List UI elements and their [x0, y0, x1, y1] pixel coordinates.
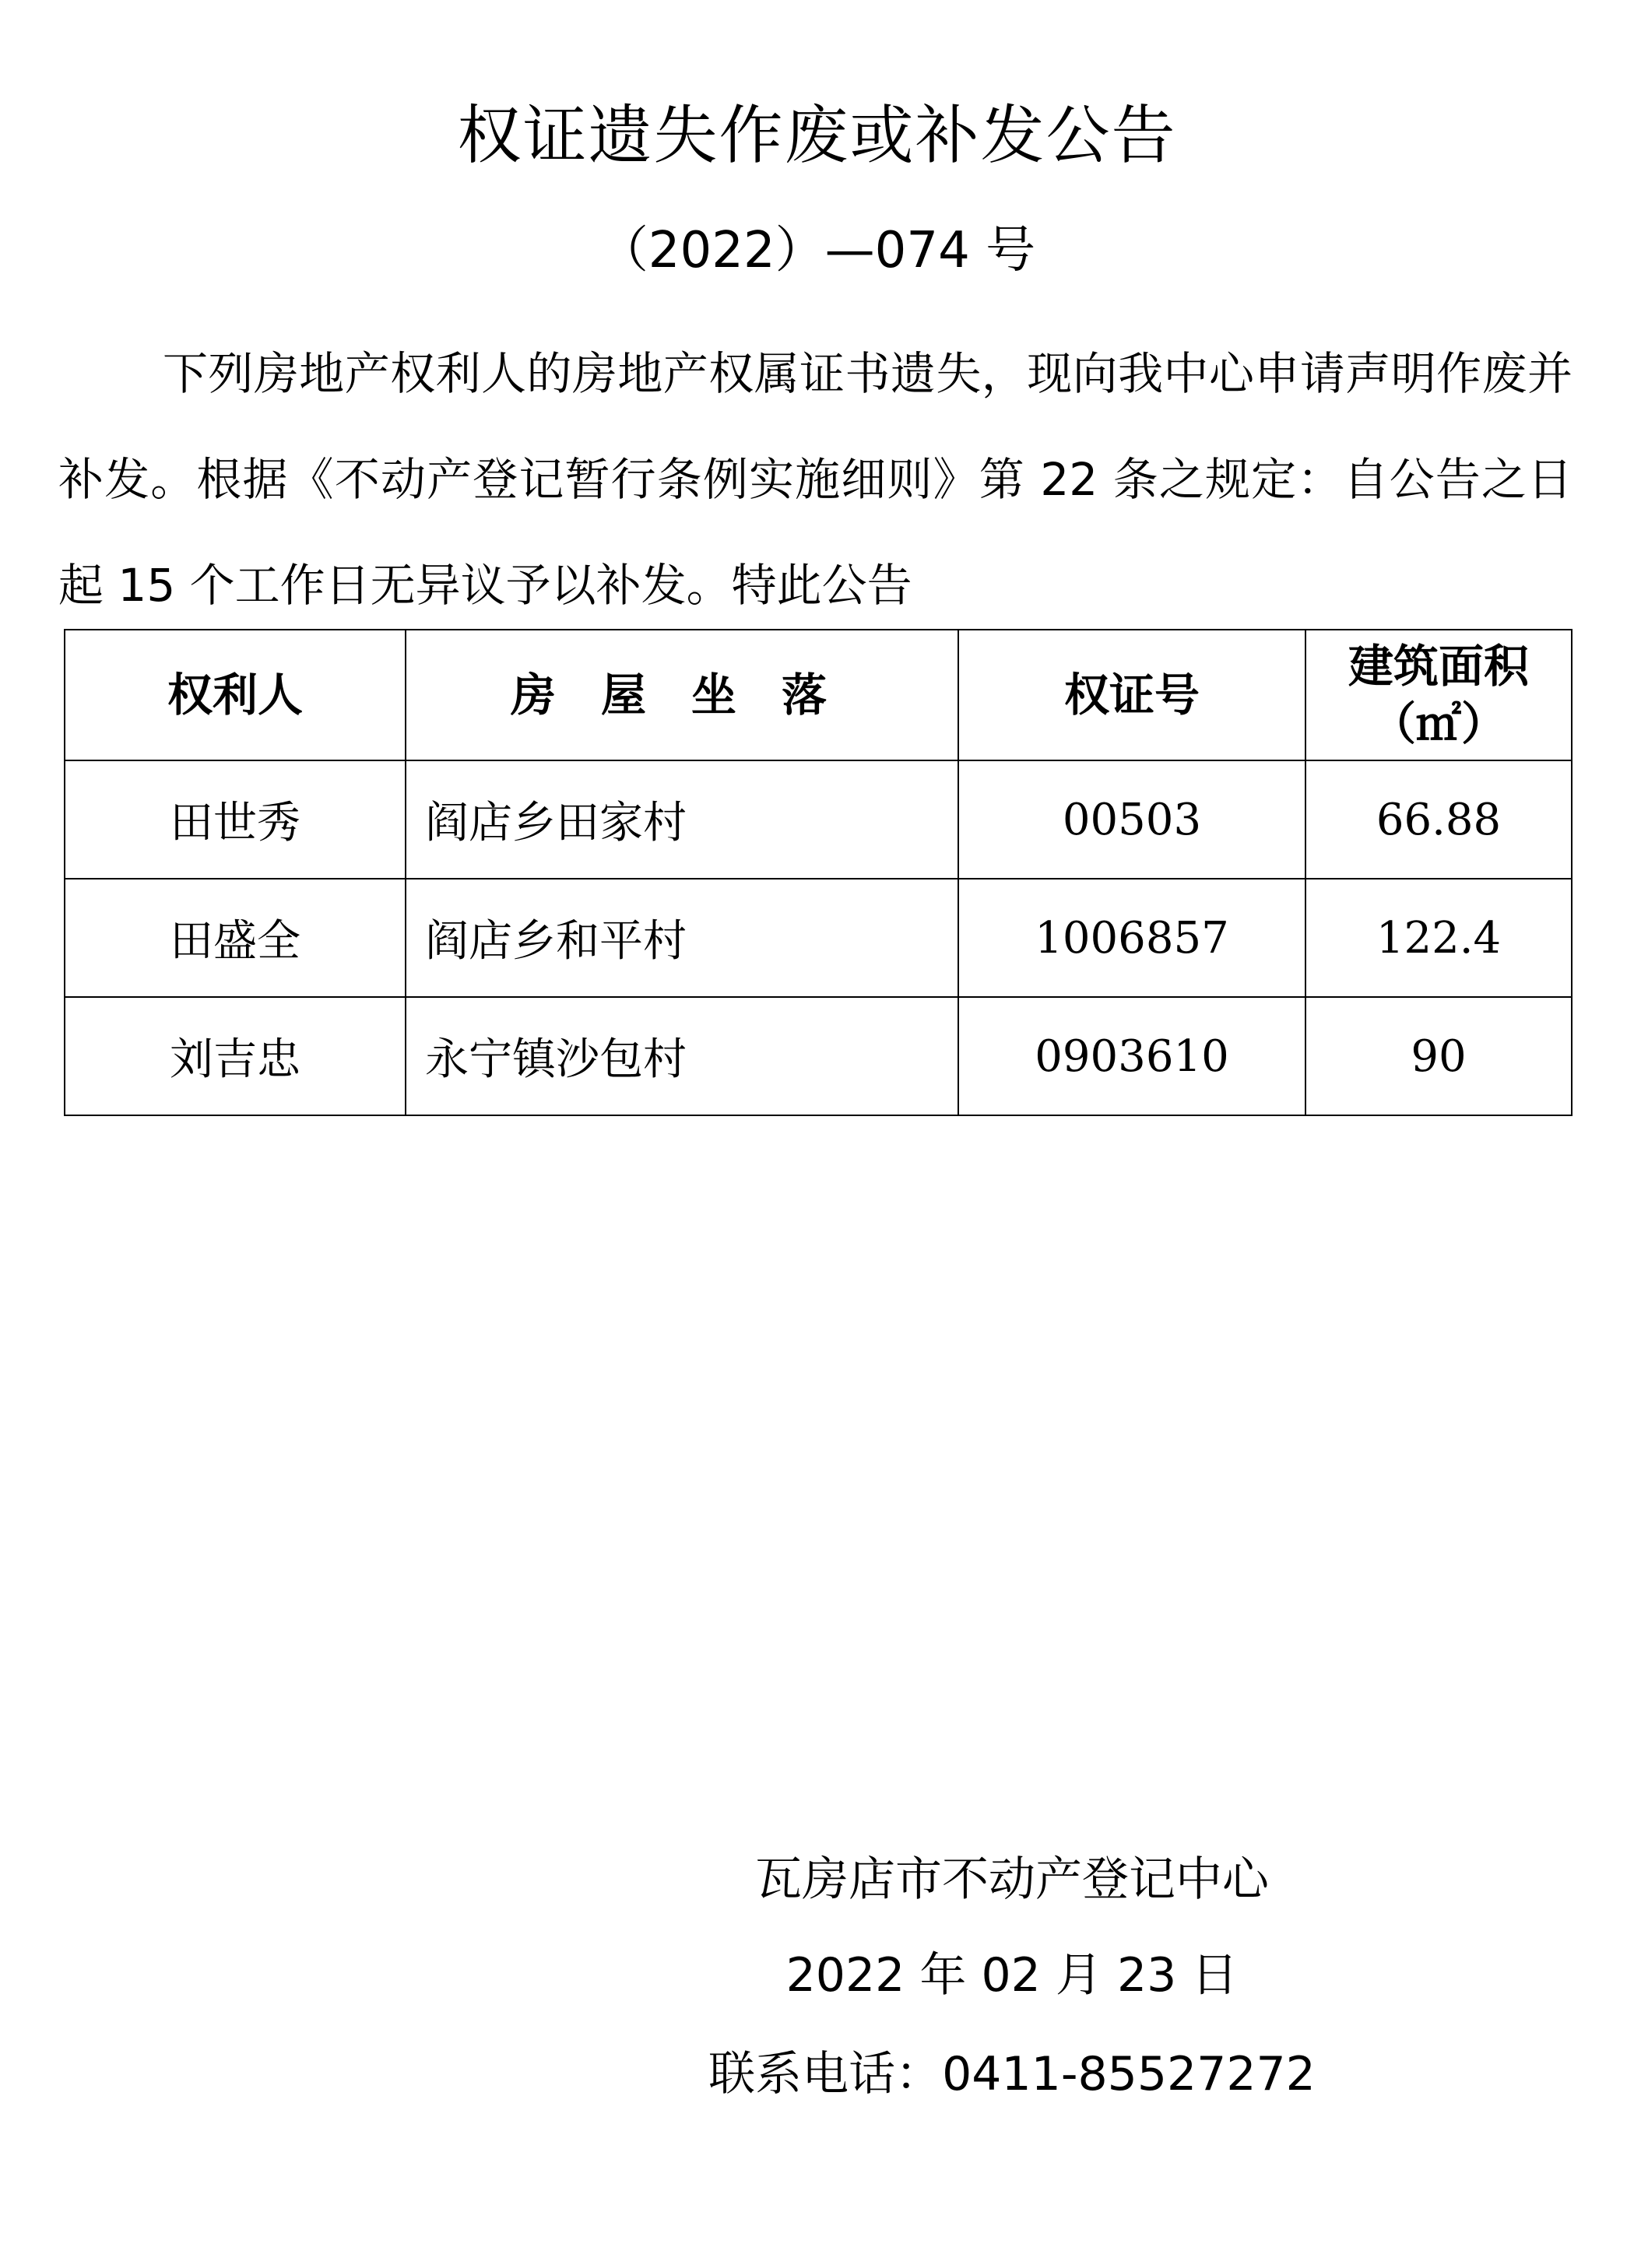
header-location-label: 房屋坐落 [510, 669, 872, 721]
cell-area: 122.4 [1305, 879, 1572, 997]
notice-title: 权证遗失作废或补发公告 [457, 99, 1177, 173]
header-area-unit: （㎡） [1370, 697, 1506, 750]
cell-owner: 刘吉忠 [65, 997, 406, 1115]
notice-number: （2022）—074 号 [598, 222, 1036, 279]
cell-owner: 田盛全 [65, 879, 406, 997]
issue-date: 2022 年 02 月 23 日 [785, 1948, 1239, 2003]
table-row [65, 879, 1572, 997]
contact-phone: 联系电话：0411-85527272 [708, 2047, 1316, 2101]
header-owner: 权利人 [65, 630, 406, 760]
header-cert-no: 权证号 [958, 630, 1305, 760]
cell-area: 90 [1305, 997, 1572, 1115]
cell-location [406, 997, 958, 1115]
cell-cert-no: 1006857 [958, 879, 1305, 997]
cell-cert-no: 00503 [958, 760, 1305, 879]
cell-location-text: 阎店乡和平村 [425, 916, 687, 967]
header-location [406, 630, 958, 760]
table-header-row [65, 630, 1572, 760]
lost-certificate-table [64, 629, 1573, 1116]
cell-location-text: 阎店乡田家村 [425, 798, 687, 848]
cell-area: 66.88 [1305, 760, 1572, 879]
issuing-organization: 瓦房店市不动产登记中心 [755, 1852, 1269, 1907]
header-area [1305, 630, 1572, 760]
cell-location [406, 879, 958, 997]
cell-cert-no: 0903610 [958, 997, 1305, 1115]
cell-location [406, 760, 958, 879]
table-row [65, 760, 1572, 879]
cell-owner: 田世秀 [65, 760, 406, 879]
notice-body: 下列房地产权利人的房地产权属证书遗失，现向我中心申请声明作废并补发。根据《不动产登记暂行条例实施细则》第 22 条之规定：自公告之日起 15 个工作日无异议予以补发。特此公告 [58, 347, 1573, 612]
cell-location-text: 永宁镇沙包村 [425, 1034, 687, 1085]
table-row [65, 997, 1572, 1115]
header-area-label: 建筑面积 [1348, 640, 1529, 693]
